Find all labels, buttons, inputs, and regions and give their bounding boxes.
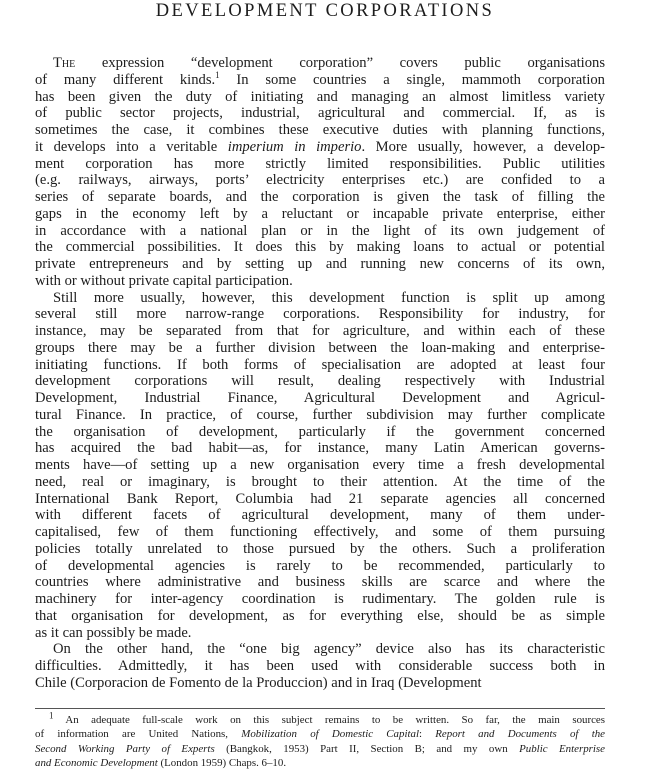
text-run: capitalised, few of them functioning effectively, and some of them pursuing: [35, 524, 605, 540]
text-line: [35, 424, 605, 441]
paragraph: [35, 641, 605, 691]
text-run: On the other hand, the “one big agency” device also has its characteristic: [53, 641, 605, 658]
text-line: [35, 239, 605, 256]
text-run: instance, may be separated from that for agriculture, and within each of these: [35, 323, 605, 339]
text-line: [35, 223, 605, 240]
text-run: countries where administrative and business skills are scarce and where the: [35, 574, 605, 591]
text-line: [35, 373, 605, 390]
text-line: [35, 474, 605, 491]
text-run: the organisation of development, particularly if the government concerned: [35, 423, 605, 440]
text-line: [35, 55, 605, 72]
text-line: [35, 491, 605, 508]
text-run: tural Finance. In practice, of course, further subdivision may further complicate: [35, 406, 605, 423]
text-line: [35, 591, 605, 608]
text-line: [35, 407, 605, 424]
footnote-marker: 1: [49, 710, 54, 721]
text-line: [35, 440, 605, 457]
text-run: it develops into a veritable: [35, 138, 228, 155]
text-line: [35, 122, 605, 139]
italic-run: Second Working Party of Experts: [35, 742, 215, 755]
text-run: of information are United Nations,: [35, 728, 242, 741]
text-run: in accordance with a national plan or in the light of its own judgement of: [35, 222, 605, 239]
text-run: series of separate boards, and the corporation is given the task of filling the: [35, 189, 605, 205]
text-line: [35, 156, 605, 173]
text-run: . More usually, however, a develop-: [361, 138, 605, 155]
text-run: In some countries a single, mammoth corporation: [219, 71, 605, 88]
footnote-marker: 1: [215, 69, 220, 80]
text-run: need, real or imaginary, is brought to their attention. At the time of the: [35, 473, 605, 490]
text-line: [35, 172, 605, 189]
text-line: [35, 608, 605, 625]
footnote-line: [35, 742, 605, 756]
text-run: with or without private capital participation.: [35, 272, 293, 289]
text-line: [35, 541, 605, 558]
italic-run: imperium in imperio: [227, 138, 362, 155]
text-run: International Bank Report, Columbia had 21 separate agencies all concerned: [35, 490, 605, 507]
italic-run: and Economic Development: [35, 757, 158, 770]
italic-run: Mobilization of Domestic Capital: [241, 728, 419, 741]
text-line: [35, 641, 605, 658]
text-line: [35, 206, 605, 223]
text-line: [35, 558, 605, 575]
text-line: [35, 340, 605, 357]
footnote-line: [35, 727, 605, 741]
text-run: Still more usually, however, this development function is split up among: [53, 289, 605, 306]
footnote-line: [35, 756, 605, 770]
text-line: [35, 105, 605, 122]
text-line: [35, 139, 605, 156]
text-line: [35, 625, 605, 642]
text-line: [35, 574, 605, 591]
text-run: difficulties. Admittedly, it has been used with considerable success both in: [35, 658, 605, 674]
text-run: development corporations will result, dealing respectively with Industrial: [35, 373, 605, 390]
text-line: [35, 524, 605, 541]
text-run: ments have—of setting up a new organisation every time a fresh developmental: [35, 457, 605, 473]
text-run: with different facets of agricultural development, many of them under-: [35, 507, 605, 524]
text-line: [35, 189, 605, 206]
text-line: [35, 507, 605, 524]
text-line: [35, 457, 605, 474]
text-run: sometimes the case, it combines these executive duties with planning functions,: [35, 122, 605, 138]
text-line: [35, 390, 605, 407]
body-text: [35, 55, 605, 692]
text-line: [35, 357, 605, 374]
text-run: private entrepreneurs and by setting up and running new concerns of its own,: [35, 256, 605, 272]
text-line: [35, 256, 605, 273]
text-run: expression “development corporation” covers public organisations: [75, 55, 605, 71]
text-run: machinery for inter-agency coordination is rudimentary. The golden rule is: [35, 591, 605, 607]
text-run: as it can possibly be made.: [35, 624, 192, 641]
italic-run: Report and Documents of the: [435, 728, 606, 741]
paragraph: [35, 55, 605, 290]
text-run: :: [418, 728, 436, 741]
text-run: of developmental agencies is rarely to be recommended, particularly to: [35, 557, 605, 574]
footnote-line: [35, 710, 605, 727]
text-line: [35, 69, 605, 89]
text-run: (London 1959) Chaps. 6–10.: [157, 757, 287, 770]
text-run: Development, Industrial Finance, Agricultural Development and Agricul-: [35, 390, 605, 406]
text-run: gaps in the economy left by a reluctant or incapable private enterprise, either: [35, 205, 605, 222]
text-run: The: [53, 55, 76, 71]
footnote-rule: [35, 708, 605, 709]
text-run: (Bangkok, 1953) Part II, Section B; and my own: [214, 742, 520, 755]
text-line: [35, 89, 605, 106]
footnote: [35, 710, 606, 771]
text-run: that organisation for development, as for everything else, should be as simple: [35, 607, 605, 624]
text-run: has acquired the bad habit—as, for instance, many Latin American governs-: [35, 440, 605, 457]
text-run: Chile (Corporacion de Fomento de la Produccion) and in Iraq (Development: [35, 674, 482, 691]
text-run: groups there may be a further division between the loan-making and enterprise-: [35, 339, 605, 356]
paragraph: [35, 290, 605, 642]
text-run: has been given the duty of initiating and managing an almost limitless variety: [35, 88, 605, 105]
text-line: [35, 306, 605, 323]
text-run: policies totally unrelated to those pursued by the others. Such a proliferation: [35, 540, 605, 557]
text-run: several still more narrow-range corporations. Responsibility for industry, for: [35, 306, 605, 323]
text-run: the commercial possibilities. It does this by making loans to actual or potential: [35, 239, 605, 256]
text-line: [35, 290, 605, 307]
text-line: [35, 323, 605, 340]
text-line: [35, 675, 605, 692]
text-run: of public sector projects, industrial, agricultural and commercial. If, as is: [35, 105, 605, 122]
text-run: ment corporation has more strictly limited responsibilities. Public utilities: [35, 155, 605, 172]
italic-run: Public Enterprise: [519, 742, 605, 755]
running-head: DEVELOPMENT CORPORATIONS: [155, 1, 495, 21]
text-run: initiating functions. If both forms of specialisation are adopted at least four: [35, 356, 605, 373]
text-run: of many different kinds.: [35, 71, 216, 88]
text-line: [35, 658, 605, 675]
text-run: An adequate full-scale work on this subject remains to be written. So far, the main sources: [53, 714, 605, 726]
text-line: [35, 273, 605, 290]
text-run: (e.g. railways, airways, ports’ electricity enterprises etc.) are confided to a: [35, 172, 605, 189]
